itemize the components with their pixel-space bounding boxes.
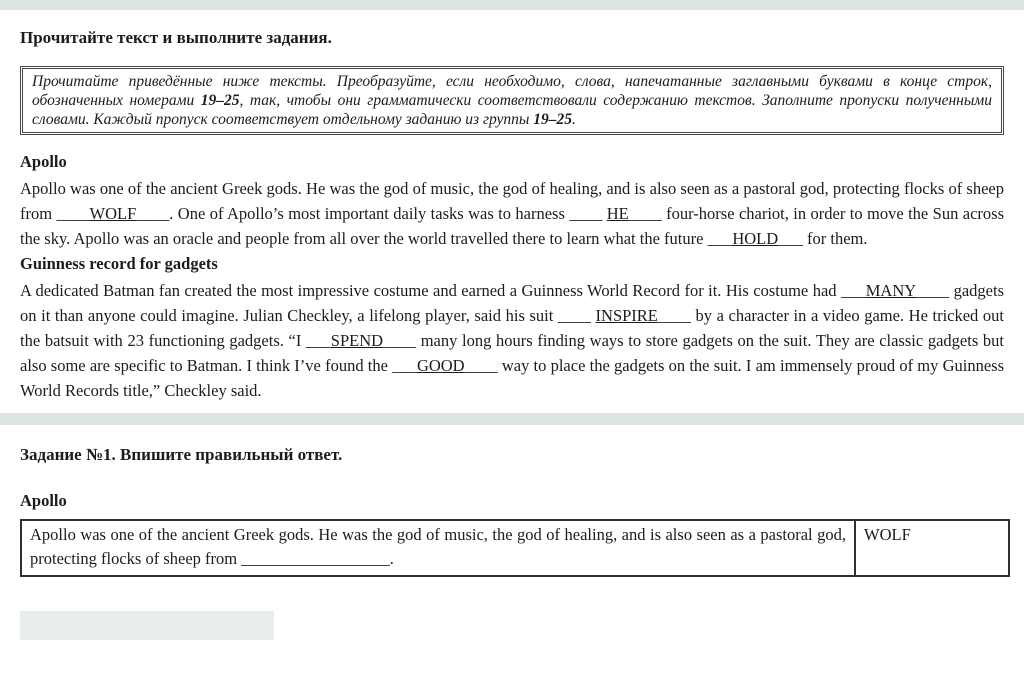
task-table	[20, 519, 1010, 577]
passage-heading-guinness: Guinness record for gadgets	[20, 254, 218, 273]
answer-input[interactable]	[20, 611, 274, 640]
text-segment: . One of Apollo’s most important daily tasks was to harness	[169, 204, 570, 223]
blank-keyword: HOLD	[732, 229, 779, 248]
task-title: Задание №1. Впишите правильный ответ.	[20, 445, 343, 464]
passage-apollo	[20, 176, 1004, 251]
task-keyword-cell: WOLF	[855, 520, 1009, 576]
text-segment: many long hours finding ways to store gadgets on the suit. They are classic gadgets but also some are specific to Batman. I think I’ve found the	[20, 331, 1004, 375]
passage-guinness	[20, 278, 1004, 403]
text-segment: ___	[840, 281, 866, 300]
text-segment: Apollo was one of the ancient Greek gods. He was the god of music, the god of healing, and is also seen as a pastoral god, protecting flocks of sheep from	[30, 525, 846, 568]
task-section	[0, 425, 1024, 640]
passage-heading-apollo: Apollo	[20, 152, 67, 171]
text-segment: ___	[392, 356, 417, 375]
task-passage-heading: Apollo	[20, 491, 67, 510]
text-segment: Apollo was one of the ancient Greek gods. He was the god of music, the god of healing, and is also seen as a pastoral god, protecting flocks of sheep from	[20, 179, 1004, 223]
text-segment: way to place the gadgets on the suit. I am immensely proud of my Guinness World Records title,” Checkley said.	[20, 356, 1005, 400]
blank-keyword: HE	[606, 204, 629, 223]
text-segment: Прочитайте приведённые ниже тексты. Преобразуйте, если необходимо, слова, напечатанные заглавными буквами в конце строк, обозначенных номерами	[32, 73, 992, 109]
section-divider	[0, 413, 1024, 425]
page-title: Прочитайте текст и выполните задания.	[20, 28, 332, 47]
text-segment: ____	[569, 204, 607, 223]
blank-keyword: WOLF	[89, 204, 137, 223]
text-segment: for them.	[802, 229, 868, 248]
instruction-box	[20, 66, 1004, 135]
text-segment: ____	[383, 331, 417, 350]
text-segment: ____	[657, 306, 691, 325]
reading-section	[0, 10, 1024, 403]
text-segment: gadgets on it than anyone could imagine. Julian Checkley, a lifelong player, said his suit	[20, 281, 1005, 325]
blank-keyword: SPEND	[330, 331, 384, 350]
text-segment: ____	[557, 306, 596, 325]
top-band	[0, 0, 1024, 10]
text-segment: ___	[707, 229, 733, 248]
task-row	[21, 520, 1009, 576]
text-segment: , так, чтобы они грамматически соответствовали содержанию текстов. Заполните пропуски полученными словами. Каждый пропуск соответствует отдельному заданию из группы	[32, 92, 992, 128]
text-segment: ___	[306, 331, 331, 350]
blank-keyword: INSPIRE	[595, 306, 658, 325]
text-segment: A dedicated Batman fan created the most impressive costume and earned a Guinness World Record for it. His costume had	[20, 281, 841, 300]
blank-keyword: MANY	[865, 281, 917, 300]
task-question-cell	[21, 520, 855, 576]
text-segment: ____	[464, 356, 498, 375]
text-segment: 19–25	[200, 92, 240, 109]
text-segment: ___	[778, 229, 803, 248]
text-segment: ____	[628, 204, 662, 223]
blank-keyword: GOOD	[416, 356, 465, 375]
text-segment: ____	[136, 204, 170, 223]
text-segment: .	[572, 111, 576, 128]
text-segment: four-horse chariot, in order to move the Sun across the sky. Apollo was an oracle and people from all over the world travelled there to learn what the future	[20, 204, 1004, 248]
text-segment: 19–25	[533, 111, 573, 128]
text-segment: by a character in a video game. He tricked out the batsuit with 23 functioning gadgets. “I	[20, 306, 1004, 350]
text-segment: ____	[56, 204, 90, 223]
instruction-text	[32, 72, 992, 129]
text-segment: ____	[916, 281, 950, 300]
text-segment: .	[389, 549, 394, 568]
text-segment: __________________	[241, 549, 390, 568]
